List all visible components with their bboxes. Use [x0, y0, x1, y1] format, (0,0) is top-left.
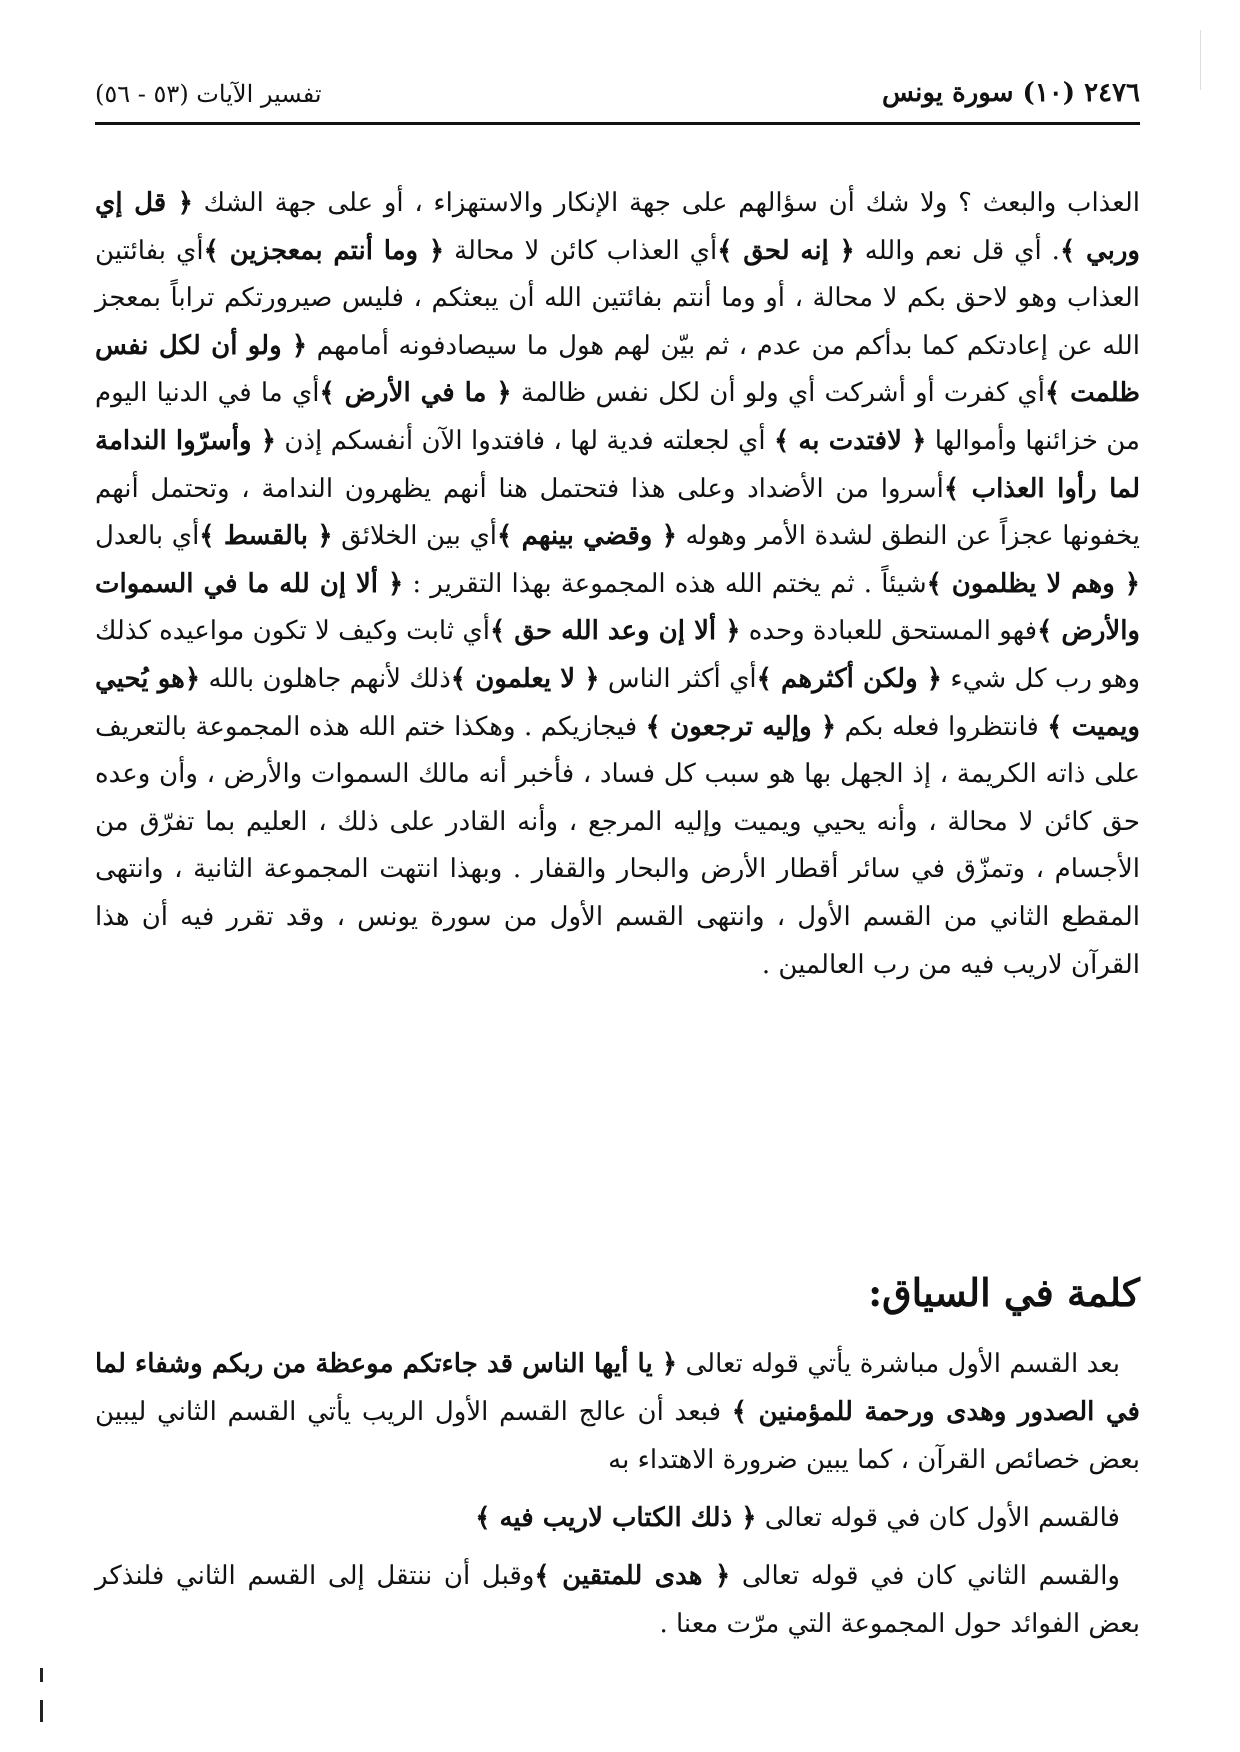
quran-quote: ﴿ وقضي بينهم ﴾	[497, 521, 677, 552]
text-run: ذلك لأنهم جاهلون بالله	[200, 663, 451, 694]
margin-mark	[40, 1668, 43, 1682]
text-run: فانتظروا فعله بكم	[836, 711, 1048, 742]
text-run: أسروا من الأضداد وعلى هذا فتحتمل هنا أنهم يظهرون الندامة ، وتحتمل أنهم يخفونها عجزاً عن النطق لشدة الأمر وهوله	[95, 473, 1140, 552]
quran-quote: ﴿ وإليه ترجعون ﴾	[645, 711, 837, 742]
text-run: أي بالعدل	[95, 521, 200, 552]
text-run: أي أكثر الناس	[599, 663, 757, 694]
text-run: أي بفائتين العذاب وهو لاحق بكم لا محالة ، أو وما أنتم بفائتين الله أن يبعثكم ، فليس صيرورتكم تراباً بمعجز الله عن إعادتكم كما بدأكم من عدم ، ثم بيّن لهم هول ما سيصادفونه أمامهم	[95, 235, 1140, 361]
text-run: بعد القسم الأول مباشرة يأتي قوله تعالى	[677, 1349, 1120, 1379]
section-heading: كلمة في السياق:	[868, 1270, 1140, 1315]
quran-quote: ﴿ وهم لا يظلمون ﴾	[926, 568, 1140, 599]
text-run: فالقسم الأول كان في قوله تعالى	[756, 1503, 1120, 1533]
quran-quote: ﴿ وأسرّوا الندامة لما رأوا العذاب ﴾	[95, 425, 1141, 504]
context-text	[95, 1340, 1140, 1658]
page-number-and-surah: ٢٤٧٦ (١٠) سورة يونس	[881, 78, 1140, 108]
text-run: وقبل أن ننتقل إلى القسم الثاني فلنذكر بعض الفوائد حول المجموعة التي مرّت معنا .	[95, 1561, 1140, 1639]
quran-quote: ﴿ بالقسط ﴾	[199, 521, 333, 552]
text-run: . أي قل نعم والله	[854, 235, 1060, 266]
text-run: أي العذاب كائن لا محالة	[444, 235, 718, 266]
text-run: أي بين الخلائق	[332, 521, 498, 552]
scan-edge-line	[1200, 30, 1201, 90]
page-header	[95, 78, 1140, 120]
quran-quote: ﴿ وما أنتم بمعجزين ﴾	[203, 235, 445, 266]
quran-quote: ﴿ ما في الأرض ﴾	[319, 378, 512, 409]
paragraph	[95, 1494, 1140, 1542]
margin-mark	[40, 1700, 43, 1722]
quran-quote: ﴿ يا أيها الناس قد جاءتكم موعظة من ربكم وشفاء لما في الصدور وهدى ورحمة للمؤمنين ﴾	[95, 1349, 1140, 1427]
text-run: فهو المستحق للعبادة وحده	[740, 616, 1038, 647]
quran-quote: ﴿ ولكن أكثرهم ﴾	[756, 663, 943, 694]
header-rule	[95, 122, 1140, 125]
text-run: العذاب والبعث ؟ ولا شك أن سؤالهم على جهة الإنكار والاستهزاء ، أو على جهة الشك	[192, 188, 1140, 218]
quran-quote: ﴿ ألا إن لله ما في السموات والأرض ﴾	[95, 568, 1140, 647]
paragraph	[95, 1340, 1140, 1484]
quran-quote: ﴿ ذلك الكتاب لاريب فيه ﴾	[475, 1503, 757, 1533]
quran-quote: ﴿ هدى للمتقين ﴾	[534, 1561, 731, 1591]
text-run: أي لجعلته فدية لها ، فافتدوا الآن أنفسكم إذن	[275, 425, 774, 456]
text-run: فيجازيكم . وهكذا ختم الله هذه المجموعة بالتعريف على ذاته الكريمة ، إذ الجهل بها هو سبب كل فساد ، فأخبر أنه مالك السموات والأرض ، وأن وعده حق كائن لا محالة ، وأنه يحيي ويميت وإليه المرجع ، وأنه القادر على ذلك ، العليم بما تفرّق من الأجسام ، وتمزّق في سائر أقطار الأرض والبحار والقفار . وبهذا انتهت المجموعة الثانية ، وانتهى المقطع الثاني من القسم الأول ، وانتهى القسم الأول من سورة يونس ، وقد تقرر فيه أن هذا القرآن لاريب فيه من رب العالمين .	[95, 711, 1140, 980]
quran-quote: ﴿ لافتدت به ﴾	[773, 425, 927, 456]
quran-quote: ﴿ ألا إن وعد الله حق ﴾	[489, 616, 741, 647]
text-run: فبعد أن عالج القسم الأول الريب يأتي القسم الثاني ليبين بعض خصائص القرآن ، كما يبين ضرورة الاهتداء به	[95, 1397, 1140, 1475]
quran-quote: ﴿ لا يعلمون ﴾	[450, 663, 600, 694]
quran-quote: ﴿هو يُحيي ويميت ﴾	[95, 663, 1140, 742]
verses-range: تفسير الآيات (٥٣ - ٥٦)	[95, 80, 322, 108]
quran-quote: ﴿ قل إي وربي ﴾	[95, 188, 1140, 266]
commentary-text	[95, 180, 1140, 989]
quran-quote: ﴿ ولو أن لكل نفس ظلمت ﴾	[95, 330, 1141, 409]
text-run: أي ثابت وكيف لا تكون مواعيده كذلك وهو رب كل شيء	[95, 616, 1141, 694]
text-run: شيئاً . ثم يختم الله هذه المجموعة بهذا التقرير :	[403, 568, 927, 599]
paragraph	[95, 1552, 1140, 1648]
quran-quote: ﴿ إنه لحق ﴾	[717, 235, 855, 266]
text-run: أي كفرت أو أشركت أي ولو أن لكل نفس ظالمة	[511, 378, 1045, 409]
text-run: أي ما في الدنيا اليوم من خزائنها وأموالها	[95, 378, 1140, 456]
text-run: والقسم الثاني كان في قوله تعالى	[730, 1561, 1120, 1591]
